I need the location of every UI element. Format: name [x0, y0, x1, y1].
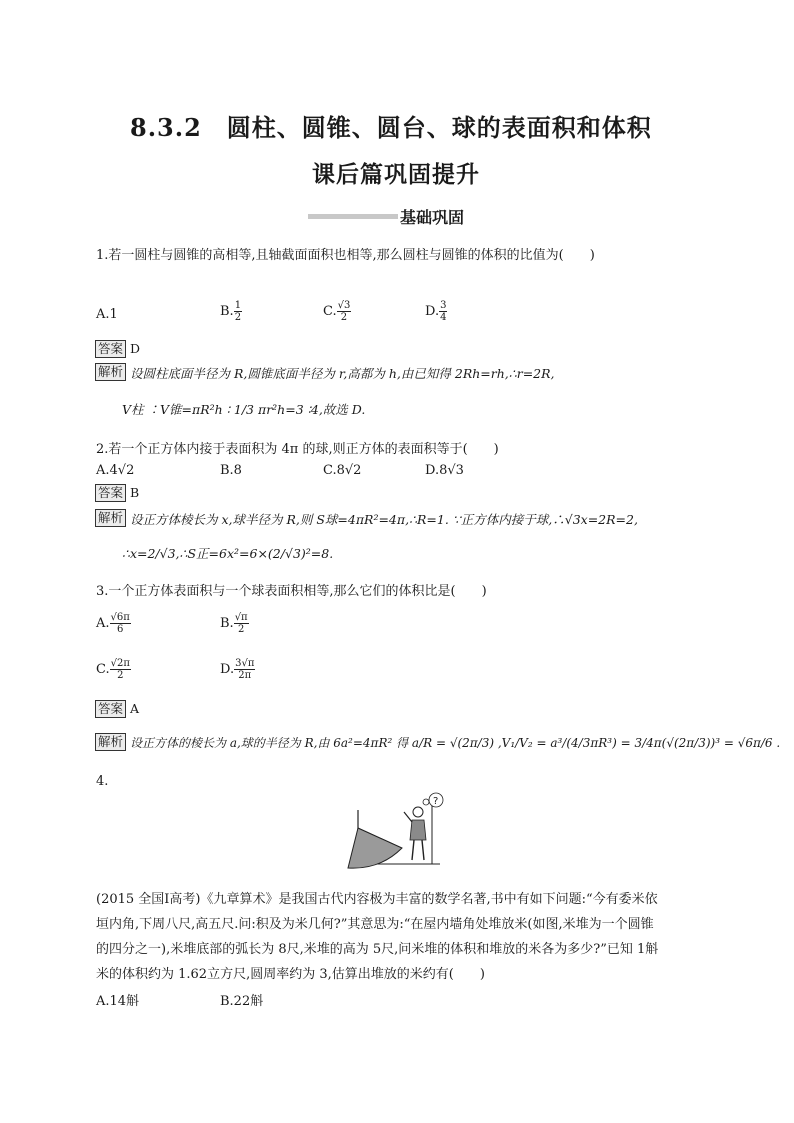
q2-answer-label: 答案 [95, 484, 126, 502]
q1-analysis-line-2: V柱 ∶V锥=πR²h ∶ 1/3 πr²h=3 ∶4,故选 D. [122, 402, 366, 417]
q3-option-a: A. $\frac{√6\pi}{6}$ [96, 612, 130, 635]
q1-analysis-line-1: 设圆柱底面半径为 R,圆锥底面半径为 r,高都为 h,由已知得 2Rh=rh,∴r=2R, [130, 366, 555, 381]
q1-option-a: A.1 [96, 307, 118, 322]
q3-analysis: 设正方体的棱长为 a,球的半径为 R,由 6a²=4πR² 得 a/R = √(2π/3) ,V₁/V₂ = a³/(4/3πR³) = 3/4π(√(2π/3))³ = √6π/6 . [130, 736, 781, 750]
q1-answer-label: 答案 [95, 340, 126, 358]
q2-option-d: D.8√3 [425, 463, 464, 478]
page-subtitle: 课后篇巩固提升 [312, 161, 480, 188]
q3-analysis-label: 解析 [95, 733, 126, 751]
q1-option-b: B. $\frac{1}{2}$ [220, 300, 242, 323]
q3-option-c: C. $\frac{√2\pi}{2}$ [96, 658, 130, 681]
q3-option-d: D. $\frac{3√\pi}{2\pi}$ [220, 658, 255, 681]
q2-analysis-line-1: 设正方体棱长为 x,球半径为 R,则 S球=4πR²=4π,∴R=1. ∵正方体内接于球,∴√3x=2R=2, [130, 512, 638, 527]
q1-option-c: C. $\frac{√3}{2}$ [323, 300, 351, 323]
rice-pile-illustration [340, 790, 460, 870]
question-1-stem: 1.若一圆柱与圆锥的高相等,且轴截面面积也相等,那么圆柱与圆锥的体积的比值为( ) [96, 248, 595, 263]
q3-answer-label: 答案 [95, 700, 126, 718]
question-3-stem: 3.一个正方体表面积与一个球表面积相等,那么它们的体积比是( ) [96, 584, 487, 599]
q4-text-line-2: 垣内角,下周八尺,高五尺.问:积及为米几何?”其意思为:“在屋内墙角处堆放米(如图,米堆为一个圆锥 [96, 917, 654, 932]
q1-option-d: D. $\frac{3}{4}$ [425, 300, 447, 323]
section-heading: 基础巩固 [400, 208, 465, 227]
q4-text-line-3: 的四分之一),米堆底部的弧长为 8尺,米堆的高为 5尺,问米堆的体积和堆放的米各为多少?”已知 1斛 [96, 942, 659, 957]
q1-answer: D [130, 341, 141, 356]
svg-text:?: ? [433, 796, 439, 807]
q4-option-a: A.14斛 [96, 994, 140, 1009]
page-title: 8.3.2 圆柱、圆锥、圆台、球的表面积和体积 [130, 113, 652, 142]
question-4-number: 4. [96, 774, 109, 789]
question-2-stem: 2.若一个正方体内接于表面积为 4π 的球,则正方体的表面积等于( ) [96, 442, 499, 457]
q2-option-a: A.4√2 [96, 463, 135, 478]
section-decoration-bar [308, 214, 398, 219]
q3-option-b: B. $\frac{√\pi}{2}$ [220, 612, 248, 635]
q1-analysis-label: 解析 [95, 363, 126, 381]
q3-answer: A [130, 701, 140, 716]
q2-option-b: B.8 [220, 463, 242, 478]
q2-option-c: C.8√2 [323, 463, 362, 478]
q4-text-line-4: 米的体积约为 1.62立方尺,圆周率约为 3,估算出堆放的米约有( ) [96, 967, 485, 982]
q2-analysis-line-2: ∴x=2/√3,∴S正=6x²=6×(2/√3)²=8. [122, 546, 334, 561]
q2-answer: B [130, 485, 140, 500]
q4-text-line-1: (2015 全国Ⅰ高考)《九章算术》是我国古代内容极为丰富的数学名著,书中有如下问题:“今有委米依 [96, 892, 658, 907]
q2-analysis-label: 解析 [95, 509, 126, 527]
q4-option-b: B.22斛 [220, 994, 264, 1009]
